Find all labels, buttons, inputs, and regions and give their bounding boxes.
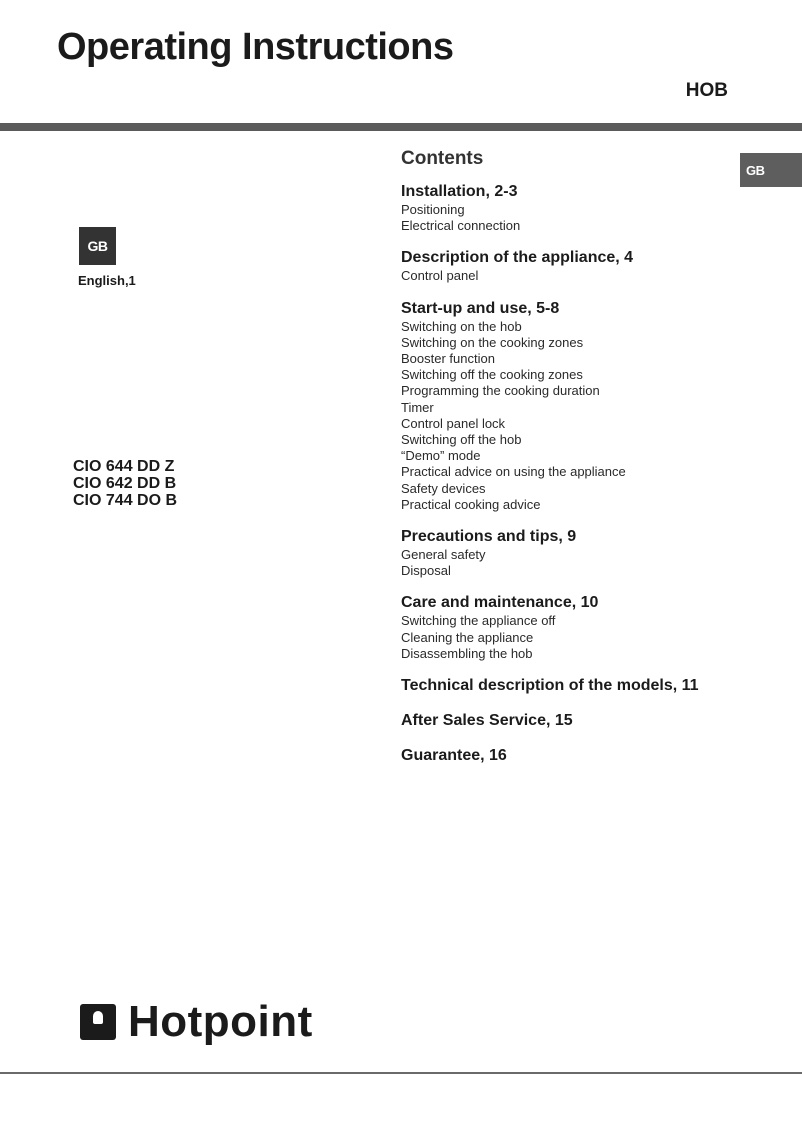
contents-section [401, 299, 781, 513]
section-item[interactable]: Safety devices [401, 480, 486, 496]
section-item[interactable]: Positioning [401, 202, 465, 217]
section-heading[interactable]: Start-up and use, 5-8 [401, 299, 560, 317]
model-name: CIO 644 DD Z [73, 458, 175, 475]
model-name: CIO 744 DO B [73, 492, 178, 509]
product-type: HOB [685, 80, 728, 101]
contents-section [401, 527, 781, 579]
section-item[interactable]: General safety [401, 547, 486, 563]
section-item[interactable]: Practical cooking advice [401, 496, 541, 512]
contents-title: Contents [401, 148, 484, 169]
contents-section [401, 182, 781, 234]
language-badge: GB [79, 227, 116, 265]
section-item[interactable]: Switching on the hob [401, 318, 522, 334]
page-title: Operating Instructions [57, 26, 454, 68]
contents-panel [401, 148, 781, 781]
section-heading[interactable]: Installation, 2-3 [401, 183, 518, 200]
hotpoint-logo-icon [80, 1004, 116, 1040]
model-list [73, 458, 177, 509]
section-item[interactable]: Control panel [401, 268, 479, 284]
contents-section [401, 676, 781, 695]
section-item[interactable]: Cleaning the appliance [401, 629, 534, 645]
contents-sections [401, 182, 781, 765]
model-name: CIO 642 DD B [73, 475, 177, 492]
section-heading[interactable]: Description of the appliance, 4 [401, 249, 634, 267]
section-heading[interactable]: Care and maintenance, 10 [401, 594, 599, 612]
section-item[interactable]: Switching off the cooking zones [401, 367, 583, 383]
contents-section [401, 593, 781, 662]
section-item[interactable]: Switching off the hob [401, 432, 522, 448]
section-item[interactable]: Disposal [401, 563, 451, 579]
section-item[interactable]: Practical advice on using the appliance [401, 464, 626, 480]
section-item[interactable]: “Demo” mode [401, 448, 481, 464]
section-item[interactable]: Electrical connection [401, 218, 521, 234]
hotpoint-logo [80, 997, 313, 1046]
section-heading[interactable]: After Sales Service, 15 [401, 712, 573, 730]
section-heading[interactable]: Precautions and tips, 9 [401, 528, 577, 546]
section-item[interactable]: Switching on the cooking zones [401, 334, 584, 350]
bottom-divider [0, 1072, 802, 1074]
section-item[interactable]: Control panel lock [401, 415, 506, 431]
section-item[interactable]: Booster function [401, 351, 495, 367]
language-tab: GB [740, 153, 802, 187]
top-divider [0, 123, 802, 131]
section-item[interactable]: Programming the cooking duration [401, 383, 600, 399]
section-item[interactable]: Disassembling the hob [401, 645, 533, 661]
contents-section [401, 248, 781, 284]
contents-section [401, 746, 781, 765]
section-heading[interactable]: Technical description of the models, 11 [401, 677, 699, 695]
language-link[interactable]: English,1 [78, 273, 136, 288]
brand-name: Hotpoint [128, 997, 313, 1046]
section-heading[interactable]: Guarantee, 16 [401, 747, 507, 765]
contents-section [401, 711, 781, 730]
section-item[interactable]: Timer [401, 399, 434, 415]
section-item[interactable]: Switching the appliance off [401, 613, 556, 629]
